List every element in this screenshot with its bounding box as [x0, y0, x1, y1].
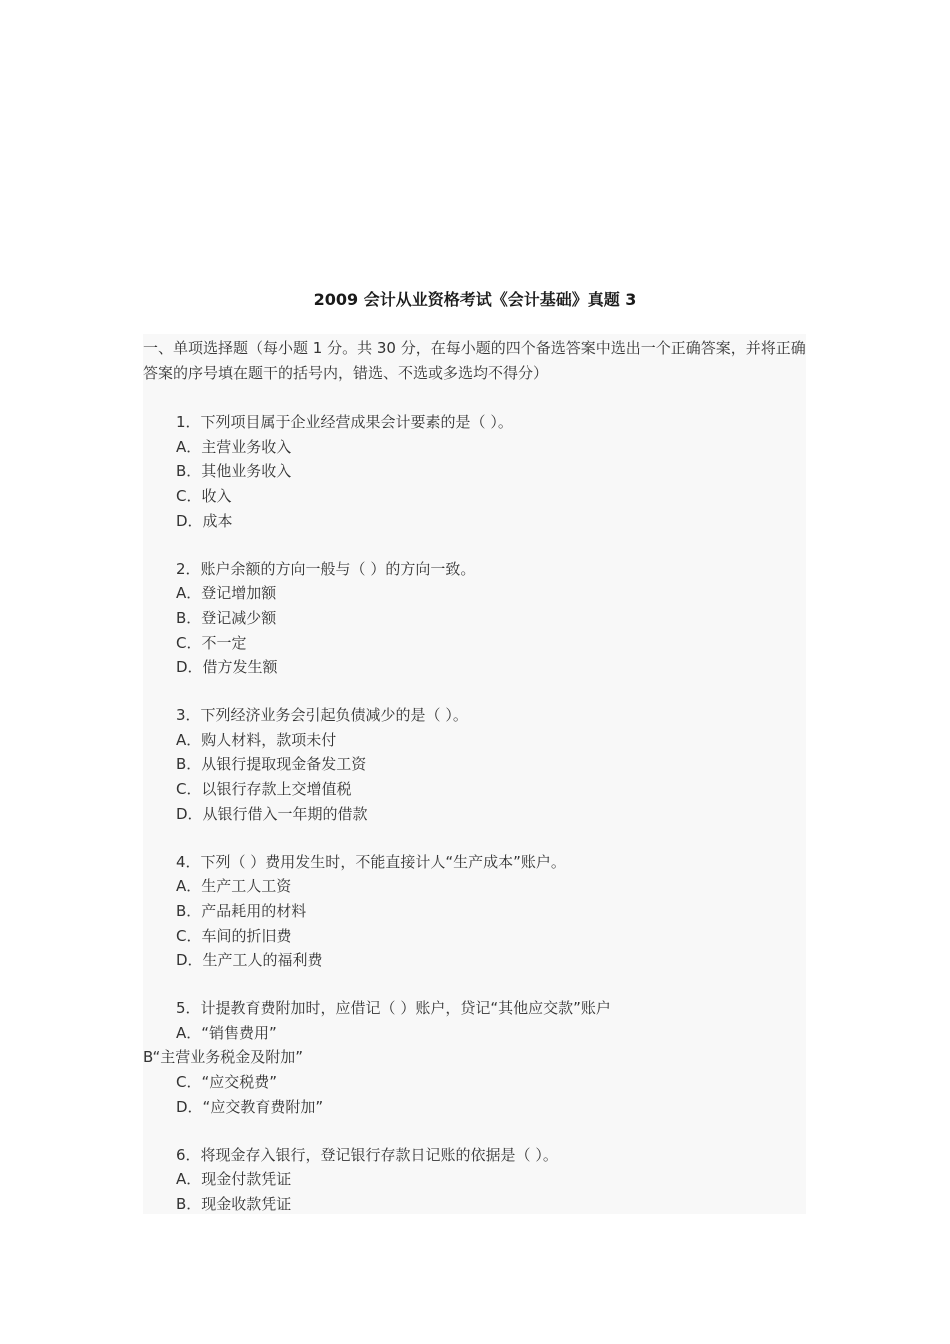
option-b: B．产品耗用的材料: [176, 901, 307, 920]
option-c: C．收入: [176, 487, 232, 506]
question-stem: 5．计提教育费附加时，应借记（ ）账户，贷记“其他应交款”账户: [176, 999, 611, 1018]
option-a: A．购人材料，款项未付: [176, 730, 337, 749]
question-stem: 6．将现金存入银行，登记银行存款日记账的依据是（ ）。: [176, 1145, 558, 1164]
option-a: A．现金付款凭证: [176, 1170, 292, 1189]
option-c: C．以银行存款上交增值税: [176, 780, 352, 799]
option-b: B．其他业务收入: [176, 462, 292, 481]
option-d: D．借方发生额: [176, 658, 278, 677]
document-title: 2009 会计从业资格考试《会计基础》真题 3: [313, 290, 637, 309]
option-c: C．不一定: [176, 633, 247, 652]
question-stem: 3．下列经济业务会引起负债减少的是（ ）。: [176, 706, 468, 725]
question-6: [143, 1143, 806, 1214]
question-5: [143, 996, 806, 1120]
option-a: A．登记增加额: [176, 584, 277, 603]
question-1: [143, 410, 806, 534]
option-b: B．从银行提取现金备发工资: [176, 755, 367, 774]
option-c: C．“应交税费”: [176, 1073, 278, 1092]
option-b: B“主营业务税金及附加”: [143, 1048, 304, 1067]
option-a: A．主营业务收入: [176, 437, 292, 456]
question-stem: 4．下列（ ）费用发生时，不能直接计人“生产成本”账户。: [176, 852, 566, 871]
question-stem: 2．账户余额的方向一般与（ ）的方向一致。: [176, 559, 476, 578]
section-intro: 一、单项选择题（每小题 1 分。共 30 分，在每小题的四个备选答案中选出一个正确答案，并将正确答案的序号填在题干的括号内，错选、不选或多选均不得分）: [143, 339, 806, 382]
option-d: D．生产工人的福利费: [176, 951, 323, 970]
option-d: D．“应交教育费附加”: [176, 1097, 324, 1116]
question-2: [143, 557, 806, 681]
option-a: A．“销售费用”: [176, 1023, 277, 1042]
option-b: B．现金收款凭证: [176, 1194, 292, 1213]
option-c: C．车间的折旧费: [176, 926, 292, 945]
option-d: D．成本: [176, 511, 233, 530]
question-3: [143, 703, 806, 827]
option-a: A．生产工人工资: [176, 877, 292, 896]
option-b: B．登记减少额: [176, 608, 277, 627]
question-section: [143, 334, 806, 1214]
question-4: [143, 850, 806, 974]
question-stem: 1．下列项目属于企业经营成果会计要素的是（ ）。: [176, 413, 513, 431]
option-d: D．从银行借入一年期的借款: [176, 804, 368, 823]
